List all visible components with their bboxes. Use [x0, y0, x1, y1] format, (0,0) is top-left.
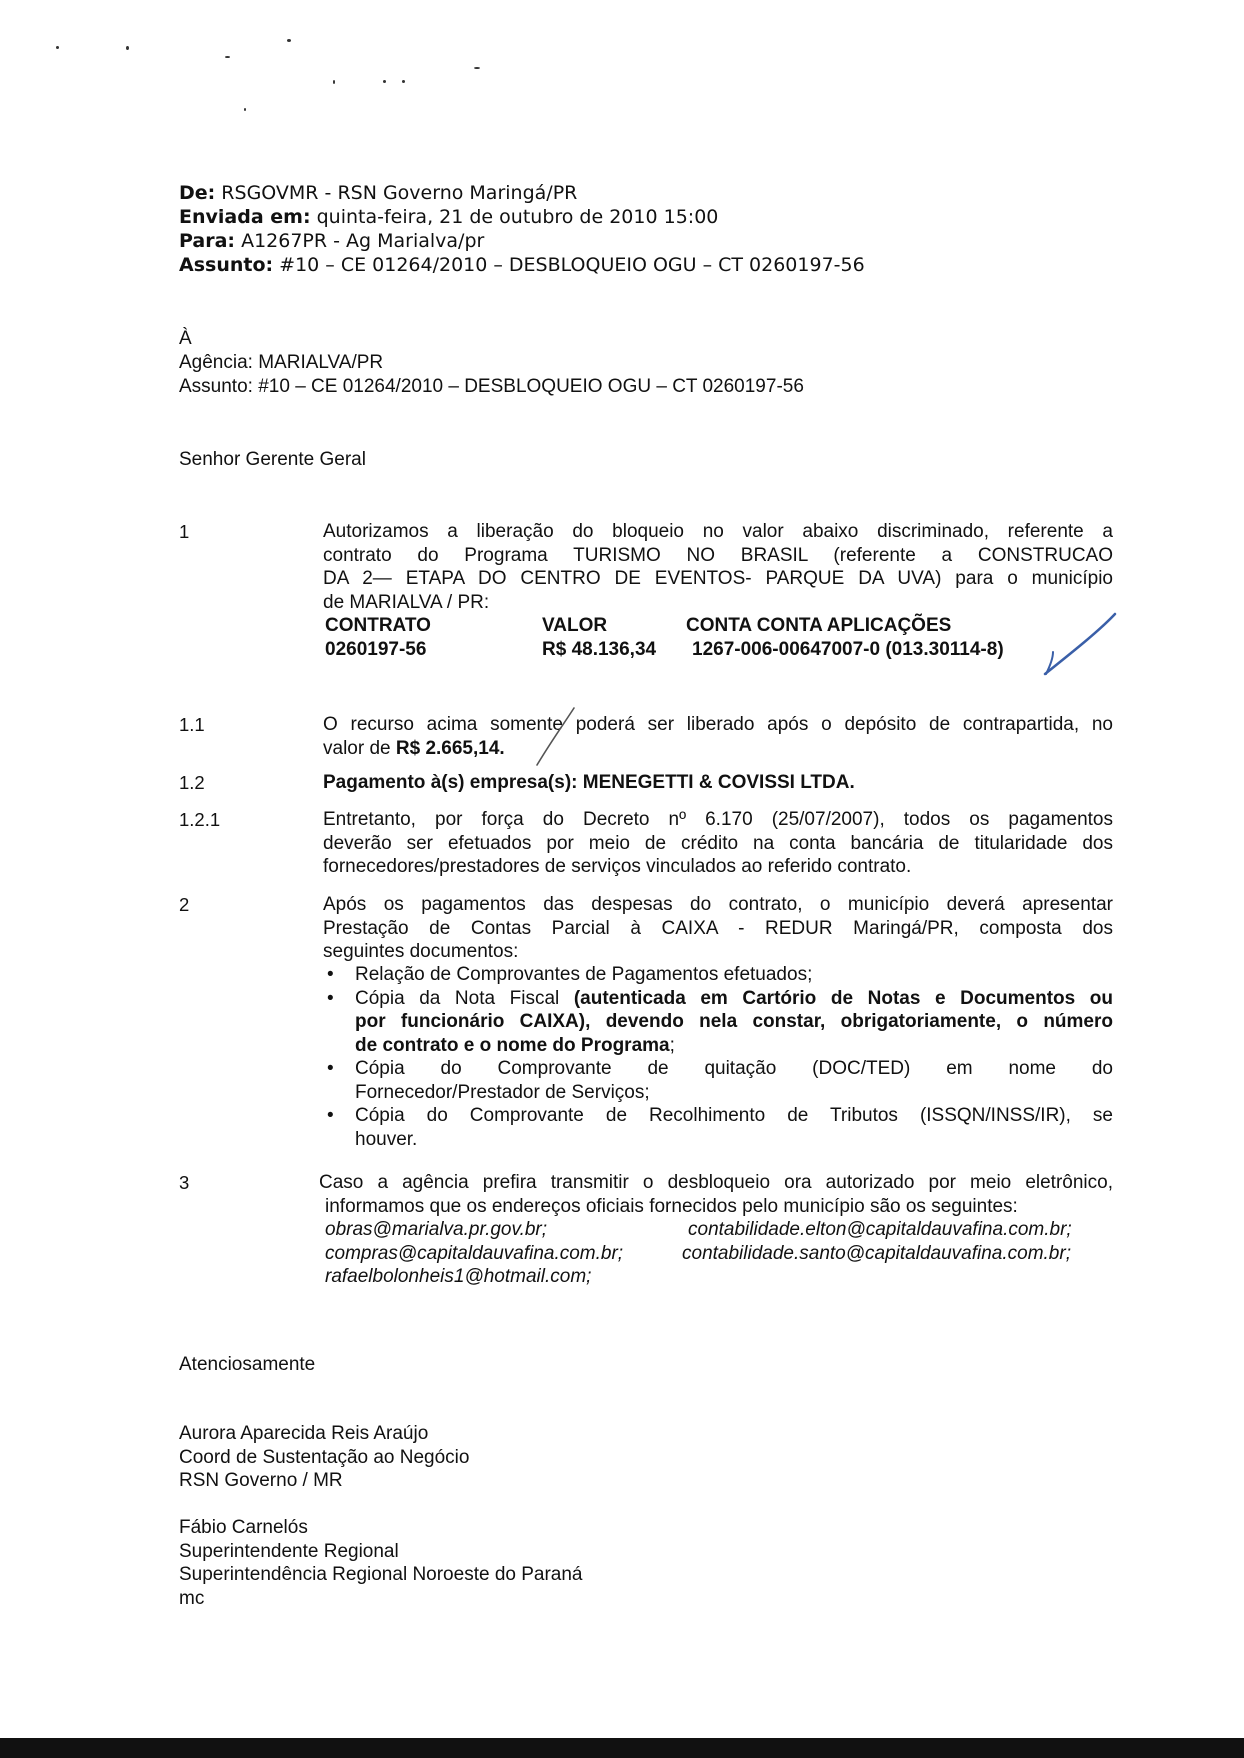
to-label: Para: — [179, 230, 236, 252]
paragraph-line: Caso a agência prefira transmitir o desbloqueio ora autorizado por meio eletrônico, — [319, 1172, 1113, 1193]
item-number: 1.2.1 — [179, 809, 221, 830]
counterpart-amount: R$ 2.665,14. — [395, 737, 505, 759]
list-item-line: houver. — [355, 1128, 418, 1150]
list-item-line: Cópia do Comprovante de quitação (DOC/TED) em nome do — [355, 1058, 1113, 1079]
paragraph-line: de MARIALVA / PR: — [323, 591, 490, 613]
bullet-icon: • — [327, 1058, 334, 1079]
email-address: contabilidade.elton@capitaldauvafina.com.br; — [688, 1219, 1072, 1240]
email-address: obras@marialva.pr.gov.br; — [325, 1219, 548, 1240]
paragraph-line: deverão ser efetuados por meio de crédito na conta bancária de titularidade dos — [323, 832, 1113, 854]
from-label: De: — [179, 182, 216, 204]
greeting: Senhor Gerente Geral — [179, 449, 366, 470]
contract-number: 0260197-56 — [325, 639, 427, 660]
to-value: A1267PR - Ag Marialva/pr — [235, 230, 485, 252]
signer-unit: RSN Governo / MR — [179, 1470, 343, 1491]
text-run: (autenticada em Cartório de Notas e Documentos ou — [573, 987, 1113, 1009]
email-address: contabilidade.santo@capitaldauvafina.com.br; — [682, 1242, 1071, 1264]
value-header: VALOR — [542, 615, 608, 636]
address-subject: Assunto: #10 – CE 01264/2010 – DESBLOQUEIO OGU – CT 0260197-56 — [179, 376, 804, 397]
sent-label: Enviada em: — [179, 206, 311, 228]
paragraph-line: O recurso acima somente poderá ser liberado após o depósito de contrapartida, no — [323, 714, 1113, 735]
closing: Atenciosamente — [179, 1354, 316, 1375]
list-item-line: Fornecedor/Prestador de Serviços; — [355, 1081, 650, 1103]
check-mark-icon — [537, 708, 574, 765]
text-run: ; — [669, 1034, 675, 1056]
contract-account: 1267-006-00647007-0 (013.30114-8) — [692, 639, 1004, 660]
paragraph-line: fornecedores/prestadores de serviços vinculados ao referido contrato. — [323, 856, 912, 877]
text-run: de contrato e o nome do Programa — [355, 1034, 670, 1056]
paragraph-line: informamos que os endereços oficiais fornecidos pelo município são os seguintes: — [325, 1195, 1018, 1217]
list-item-line: por funcionário CAIXA), devendo nela constar, obrigatoriamente, o número — [355, 1011, 1113, 1032]
item-number: 1.2 — [179, 772, 205, 793]
paragraph-line: Prestação de Contas Parcial à CAIXA - REDUR Maringá/PR, composta dos — [323, 917, 1113, 939]
paragraph-line: contrato do Programa TURISMO NO BRASIL (referente a CONSTRUCAO — [323, 544, 1113, 566]
subject-value: #10 – CE 01264/2010 – DESBLOQUEIO OGU – CT 0260197-56 — [273, 254, 865, 276]
contract-value: R$ 48.136,34 — [542, 639, 657, 660]
sent-value: quinta-feira, 21 de outubro de 2010 15:00 — [310, 206, 719, 228]
email-address: rafaelbolonheis1@hotmail.com; — [325, 1266, 592, 1287]
list-item-text: Relação de Comprovantes de Pagamentos efetuados; — [355, 964, 813, 985]
text-run: Cópia da Nota Fiscal — [355, 987, 574, 1009]
contract-header: CONTRATO — [325, 615, 431, 636]
address-agency: Agência: MARIALVA/PR — [179, 352, 384, 373]
from-value: RSGOVMR - RSN Governo Maringá/PR — [215, 182, 578, 204]
address-line-1: À — [179, 328, 192, 349]
item-number: 1.1 — [179, 714, 205, 735]
bullet-icon: • — [327, 964, 334, 985]
typist-initials: mc — [179, 1587, 205, 1609]
scan-edge — [0, 1738, 1244, 1758]
signer-name: Fábio Carnelós — [179, 1517, 308, 1538]
signer-role: Coord de Sustentação ao Negócio — [179, 1446, 470, 1468]
paragraph-line: Entretanto, por força do Decreto nº 6.170 (25/07/2007), todos os pagamentos — [323, 809, 1113, 830]
paragraph-line: seguintes documentos: — [323, 941, 519, 962]
item-number: 1 — [179, 521, 190, 542]
text-run: valor de — [323, 737, 396, 759]
item-number: 3 — [179, 1172, 190, 1193]
item-1-2-paragraph: Pagamento à(s) empresa(s): MENEGETTI & COVISSI LTDA. — [323, 772, 855, 793]
subject-label: Assunto: — [179, 254, 274, 276]
bullet-icon: • — [327, 1105, 334, 1126]
signer-unit: Superintendência Regional Noroeste do Paraná — [179, 1564, 583, 1585]
paragraph-line: Autorizamos a liberação do bloqueio no valor abaixo discriminado, referente a — [323, 521, 1113, 542]
list-item-line: Cópia do Comprovante de Recolhimento de Tributos (ISSQN/INSS/IR), se — [355, 1105, 1113, 1126]
bullet-icon: • — [327, 987, 334, 1009]
check-mark-icon — [1045, 614, 1115, 674]
paragraph-line: Após os pagamentos das despesas do contrato, o município deverá apresentar — [323, 894, 1113, 915]
item-number: 2 — [179, 894, 190, 915]
signer-name: Aurora Aparecida Reis Araújo — [179, 1423, 429, 1444]
paragraph-line: DA 2— ETAPA DO CENTRO DE EVENTOS- PARQUE DA UVA) para o município — [323, 568, 1113, 589]
email-address: compras@capitaldauvafina.com.br; — [325, 1242, 624, 1264]
signer-role: Superintendente Regional — [179, 1540, 399, 1562]
account-header: CONTA CONTA APLICAÇÕES — [686, 615, 952, 636]
